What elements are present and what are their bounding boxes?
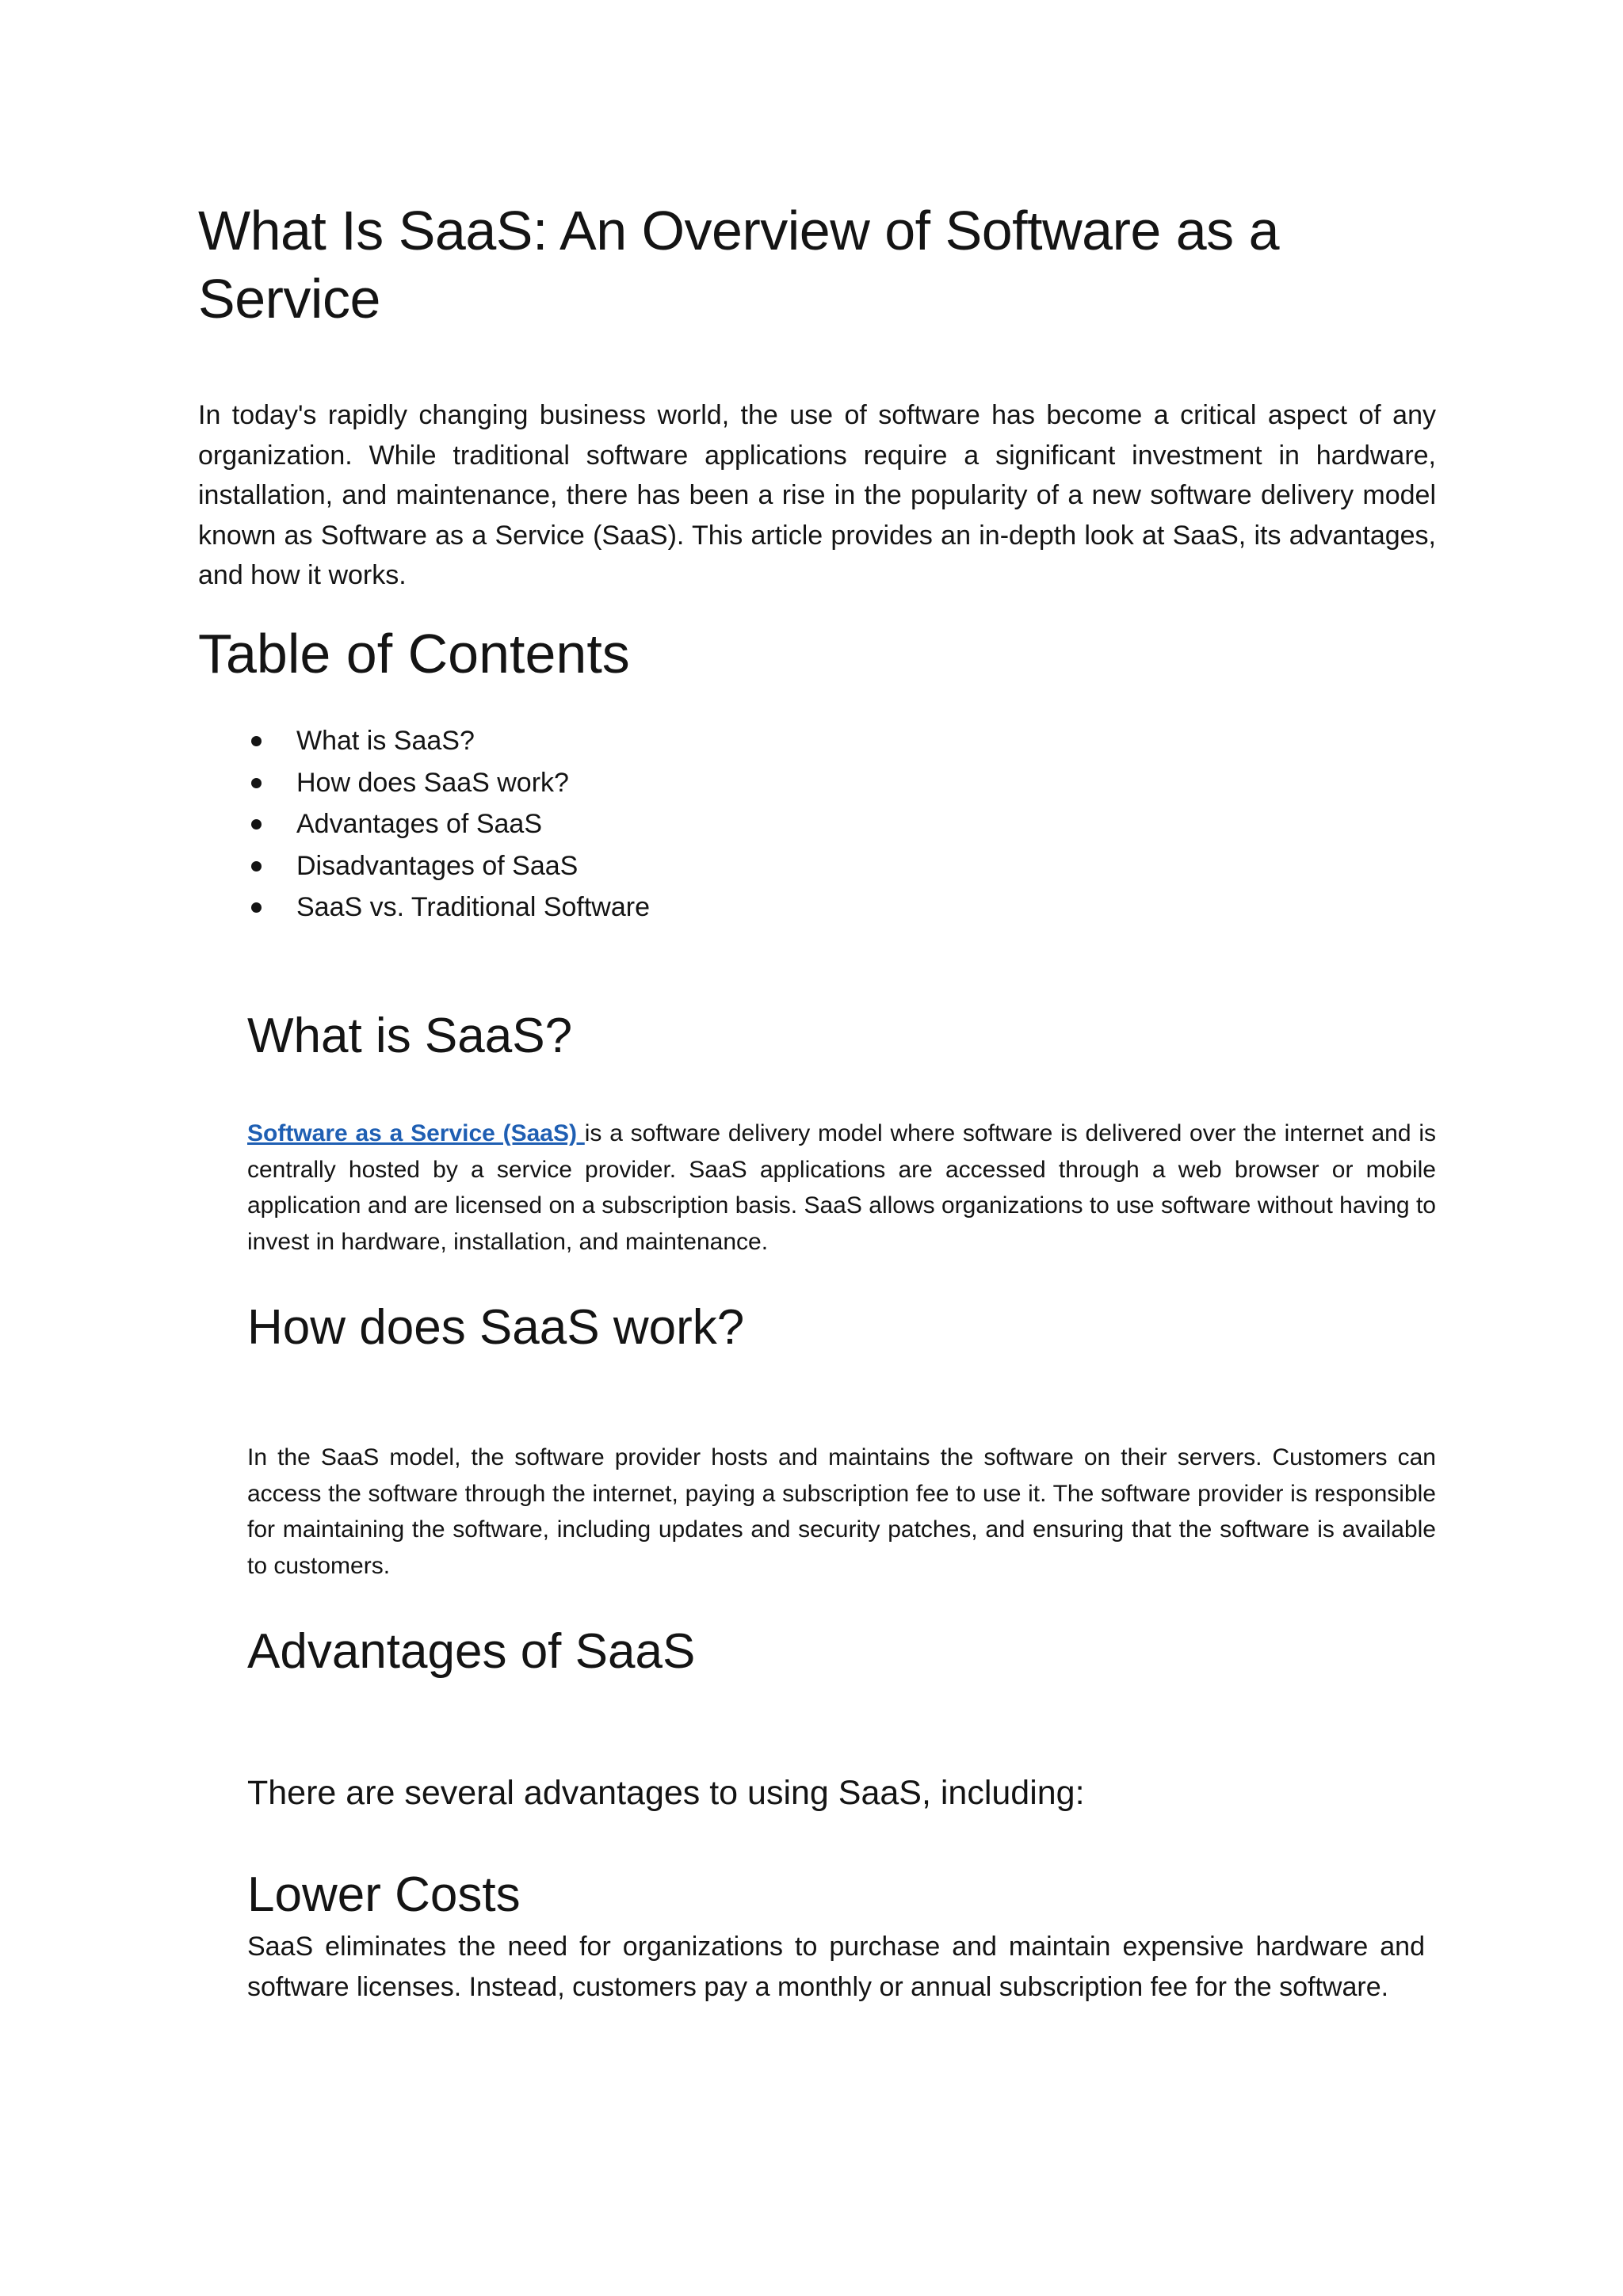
table-of-contents [198,720,911,929]
saas-definition-link[interactable]: Software as a Service (SaaS) [247,1120,585,1146]
toc-item[interactable] [198,845,911,887]
toc-item-label: Advantages of SaaS [296,809,543,839]
how-saas-works-paragraph: In the SaaS model, the software provider hosts and maintains the software on their servers. Customers can access the software through the internet, paying a subscription fee to use it. The software provider is responsible for maintaining the software, including updates and security patches, and ensuring that the software is available to customers. [247,1444,1436,1579]
bullet-icon [251,902,262,913]
what-is-saas-paragraph [247,1116,1436,1260]
toc-item-label: SaaS vs. Traditional Software [296,892,651,922]
bullet-icon [251,861,262,871]
section-heading-what-is-saas: What is SaaS? [247,1009,573,1063]
toc-item[interactable] [198,887,911,929]
advantages-lead-text: There are several advantages to using SaaS, including: [247,1774,1085,1812]
toc-item-label: How does SaaS work? [296,767,569,798]
what-is-saas-text: is a software delivery model where software is delivered over the internet and is centrally hosted by a service provider. SaaS applications are accessed through a web browser or mobile application and are licensed on a subscription basis. SaaS allows organizations to use software without having to invest in hardware, installation, and maintenance. [247,1120,1436,1255]
bullet-icon [251,819,262,830]
lower-costs-paragraph: SaaS eliminates the need for organizations to purchase and maintain expensive hardware and software licenses. Instead, customers pay a monthly or annual subscription fee for the software. [247,1932,1425,2002]
toc-item-label: What is SaaS? [296,726,475,756]
toc-item[interactable] [198,762,911,804]
toc-item[interactable] [198,720,911,762]
toc-heading: Table of Contents [198,623,630,685]
toc-item-label: Disadvantages of SaaS [296,850,579,881]
section-heading-how-saas-works: How does SaaS work? [247,1300,745,1355]
section-heading-advantages: Advantages of SaaS [247,1624,696,1679]
bullet-icon [251,736,262,746]
page-title: What Is SaaS: An Overview of Software as a Service [198,200,1280,330]
toc-item[interactable] [198,803,911,845]
intro-paragraph: In today's rapidly changing business world, the use of software has become a critical aspect of any organization. While traditional software applications require a significant investment in hardware, installation, and maintenance, there has been a rise in the popularity of a new software delivery model known as Software as a Service (SaaS). This article provides an in-depth look at SaaS, its advantages, and how it works. [198,400,1436,590]
bullet-icon [251,778,262,788]
section-heading-lower-costs: Lower Costs [247,1867,521,1922]
